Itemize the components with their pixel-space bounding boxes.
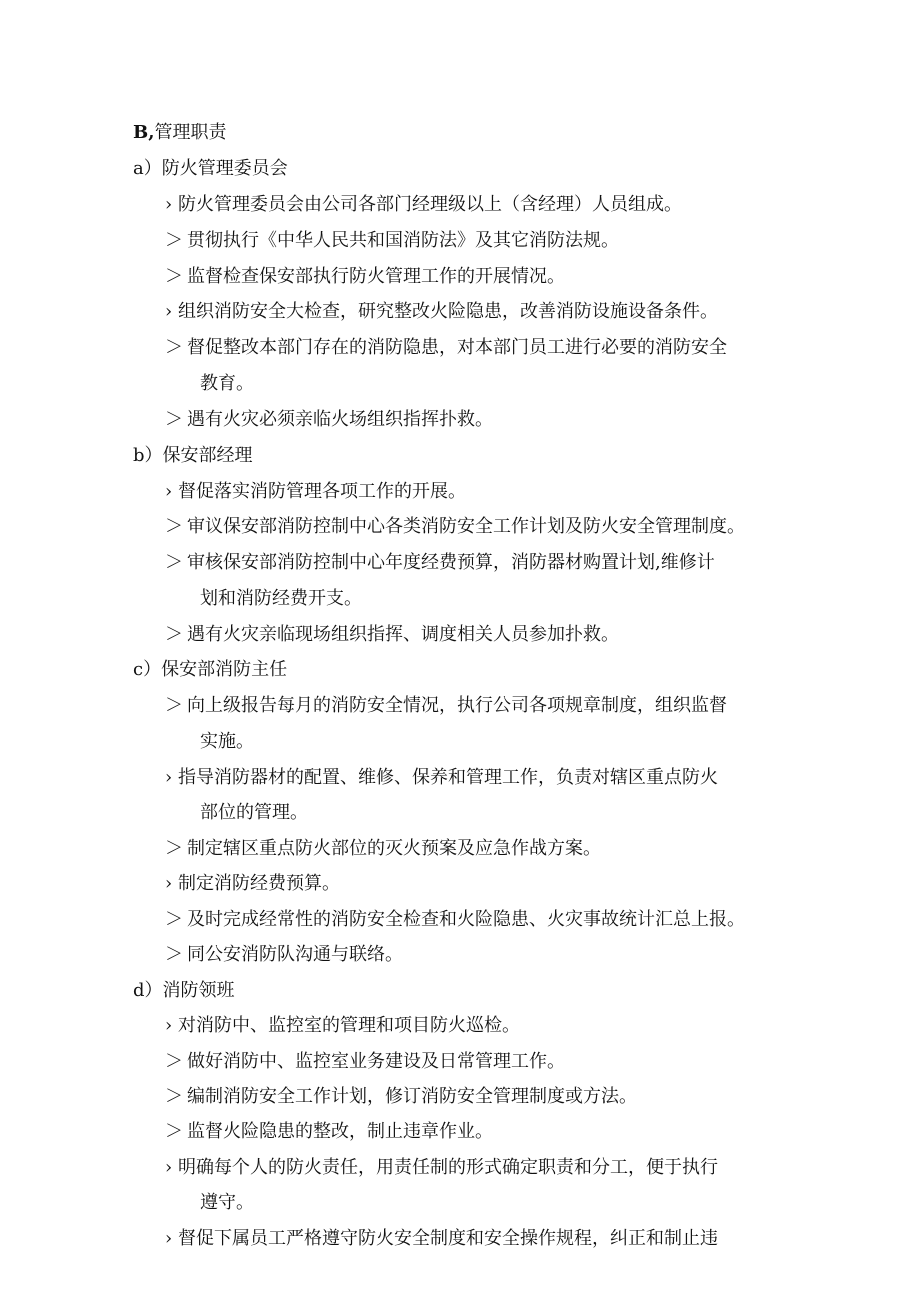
item-text: 组织消防安全大检查，研究整改火险隐患，改善消防设施设备条件。 bbox=[178, 301, 718, 322]
item-text: 明确每个人的防火责任，用责任制的形式确定职责和分工，便于执行 bbox=[178, 1157, 718, 1178]
item-text: 审议保安部消防控制中心各类消防安全工作计划及防火安全管理制度。 bbox=[187, 516, 745, 537]
item-text: 督促落实消防管理各项工作的开展。 bbox=[178, 481, 466, 502]
list-item bbox=[165, 333, 727, 363]
list-item bbox=[165, 869, 340, 899]
gt-bullet: ＞ bbox=[165, 266, 183, 287]
item-continuation: 实施。 bbox=[200, 731, 254, 752]
list-item bbox=[165, 1011, 520, 1041]
gt-bullet: ＞ bbox=[165, 230, 183, 251]
list-item bbox=[165, 512, 745, 542]
item-text: 编制消防安全工作计划，修订消防安全管理制度或方法。 bbox=[187, 1086, 637, 1107]
item-text: 督促下属员工严格遵守防火安全制度和安全操作规程，纠正和制止违 bbox=[178, 1228, 718, 1249]
item-text: 监督检查保安部执行防火管理工作的开展情况。 bbox=[187, 266, 565, 287]
chevron-bullet: › bbox=[165, 767, 173, 788]
item-text: 制定辖区重点防火部位的灭火预案及应急作战方案。 bbox=[187, 838, 601, 859]
chevron-bullet: › bbox=[165, 194, 173, 215]
section-heading-d: d）消防领班 bbox=[133, 980, 235, 1001]
title-text: 管理职责 bbox=[154, 122, 227, 143]
item-text: 审核保安部消防控制中心年度经费预算，消防器材购置计划,维修计 bbox=[187, 552, 715, 573]
list-item bbox=[165, 477, 466, 507]
item-text: 督促整改本部门存在的消防隐患，对本部门员工进行必要的消防安全 bbox=[187, 337, 727, 358]
list-item bbox=[165, 620, 619, 650]
item-text: 向上级报告每月的消防安全情况，执行公司各项规章制度，组织监督 bbox=[187, 695, 727, 716]
gt-bullet: ＞ bbox=[165, 695, 183, 716]
item-text: 对消防中、监控室的管理和项目防火巡检。 bbox=[178, 1015, 520, 1036]
section-heading-b: b）保安部经理 bbox=[133, 445, 253, 466]
gt-bullet: ＞ bbox=[165, 1051, 183, 1072]
item-continuation: 划和消防经费开支。 bbox=[200, 588, 362, 609]
list-item bbox=[165, 905, 745, 935]
list-item bbox=[165, 262, 565, 292]
gt-bullet: ＞ bbox=[165, 838, 183, 859]
item-text: 监督火险隐患的整改，制止违章作业。 bbox=[187, 1121, 493, 1142]
chevron-bullet: › bbox=[165, 1228, 173, 1249]
gt-bullet: ＞ bbox=[165, 1086, 183, 1107]
document-title bbox=[133, 118, 226, 148]
list-item bbox=[165, 763, 718, 793]
item-continuation: 遵守。 bbox=[200, 1192, 254, 1213]
item-continuation: 教育。 bbox=[200, 373, 254, 394]
list-item bbox=[165, 297, 718, 327]
section-heading-c: c）保安部消防主任 bbox=[133, 659, 288, 680]
title-prefix: B, bbox=[133, 122, 155, 143]
item-text: 防火管理委员会由公司各部门经理级以上（含经理）人员组成。 bbox=[178, 194, 682, 215]
chevron-bullet: › bbox=[165, 1157, 173, 1178]
gt-bullet: ＞ bbox=[165, 337, 183, 358]
gt-bullet: ＞ bbox=[165, 516, 183, 537]
gt-bullet: ＞ bbox=[165, 1121, 183, 1142]
gt-bullet: ＞ bbox=[165, 909, 183, 930]
list-item bbox=[165, 405, 493, 435]
gt-bullet: ＞ bbox=[165, 409, 183, 430]
item-continuation: 部位的管理。 bbox=[200, 802, 308, 823]
list-item bbox=[165, 226, 619, 256]
list-item bbox=[165, 548, 715, 578]
item-text: 贯彻执行《中华人民共和国消防法》及其它消防法规。 bbox=[187, 230, 619, 251]
chevron-bullet: › bbox=[165, 481, 173, 502]
list-item bbox=[165, 691, 727, 721]
chevron-bullet: › bbox=[165, 301, 173, 322]
chevron-bullet: › bbox=[165, 873, 173, 894]
item-text: 同公安消防队沟通与联络。 bbox=[187, 944, 403, 965]
list-item bbox=[165, 1224, 718, 1254]
list-item bbox=[165, 190, 682, 220]
chevron-bullet: › bbox=[165, 1015, 173, 1036]
list-item bbox=[165, 1047, 565, 1077]
gt-bullet: ＞ bbox=[165, 944, 183, 965]
item-text: 及时完成经常性的消防安全检查和火险隐患、火灾事故统计汇总上报。 bbox=[187, 909, 745, 930]
item-text: 做好消防中、监控室业务建设及日常管理工作。 bbox=[187, 1051, 565, 1072]
item-text: 指导消防器材的配置、维修、保养和管理工作，负责对辖区重点防火 bbox=[178, 767, 718, 788]
list-item bbox=[165, 834, 601, 864]
item-text: 制定消防经费预算。 bbox=[178, 873, 340, 894]
list-item bbox=[165, 1117, 493, 1147]
list-item bbox=[165, 1082, 637, 1112]
item-text: 遇有火灾亲临现场组织指挥、调度相关人员参加扑救。 bbox=[187, 624, 619, 645]
section-heading-a: a）防火管理委员会 bbox=[133, 158, 288, 179]
list-item bbox=[165, 940, 403, 970]
gt-bullet: ＞ bbox=[165, 624, 183, 645]
list-item bbox=[165, 1153, 718, 1183]
gt-bullet: ＞ bbox=[165, 552, 183, 573]
item-text: 遇有火灾必须亲临火场组织指挥扑救。 bbox=[187, 409, 493, 430]
